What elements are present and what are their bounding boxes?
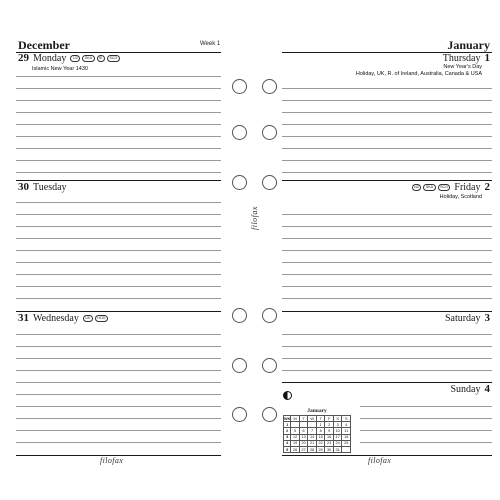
calendar-day: 14 (308, 434, 317, 440)
writing-line (360, 430, 492, 431)
writing-line (360, 442, 492, 443)
calendar-day: 21 (308, 440, 317, 446)
holiday-badge: SCO (107, 55, 120, 62)
filofax-logo: filofax (368, 456, 392, 465)
day-name: Wednesday (33, 312, 79, 324)
day-number: 31 (18, 312, 29, 324)
writing-line (16, 250, 221, 251)
mini-calendar-header: F (325, 416, 334, 422)
mini-calendar-header: S (342, 416, 351, 422)
calendar-day: 13 (299, 434, 308, 440)
writing-line (16, 382, 221, 383)
calendar-day: 22 (316, 440, 325, 446)
writing-line (16, 76, 221, 77)
spine-filofax-logo: filofax (250, 206, 259, 230)
calendar-day: 5 (291, 428, 300, 434)
writing-line (282, 88, 492, 89)
day-29-badges (70, 55, 119, 62)
ring-hole-icon (232, 358, 247, 373)
writing-line (16, 88, 221, 89)
calendar-day: 2 (325, 422, 334, 428)
writing-line (282, 346, 492, 347)
calendar-day: 25 (342, 440, 351, 446)
day-2-badges (412, 184, 451, 191)
writing-line (282, 148, 492, 149)
calendar-day: 29 (316, 446, 325, 452)
day-note: New Year's Day (443, 64, 482, 70)
writing-line (16, 172, 221, 173)
week-number: 1 (284, 422, 291, 428)
day-name: Tuesday (33, 181, 67, 193)
ring-hole-icon (232, 175, 247, 190)
first-quarter-moon-icon (283, 391, 292, 400)
writing-line (282, 124, 492, 125)
writing-line (16, 346, 221, 347)
writing-line (282, 238, 492, 239)
ring-hole-icon (232, 125, 247, 140)
filofax-logo: filofax (100, 456, 124, 465)
day-number: 30 (18, 181, 29, 193)
day-note: Holiday, UK, R. of Ireland, Australia, Canada & USA (355, 71, 482, 77)
writing-line (16, 334, 221, 335)
calendar-day: 16 (325, 434, 334, 440)
writing-line (282, 298, 492, 299)
week-number: 5 (284, 446, 291, 452)
writing-line (16, 112, 221, 113)
calendar-day: 26 (291, 446, 300, 452)
month-title-left: December (18, 38, 70, 52)
writing-line (16, 226, 221, 227)
ring-hole-icon (232, 308, 247, 323)
writing-line (16, 286, 221, 287)
writing-line (16, 274, 221, 275)
calendar-day: 10 (333, 428, 342, 434)
writing-line (282, 160, 492, 161)
writing-line (16, 148, 221, 149)
calendar-day: 30 (325, 446, 334, 452)
holiday-badge: SKA (423, 184, 435, 191)
week-number: 4 (284, 440, 291, 446)
calendar-day: 31 (333, 446, 342, 452)
mini-calendar-header: WK (284, 416, 291, 421)
day-name: Friday (454, 181, 481, 193)
calendar-day: 19 (291, 440, 300, 446)
calendar-day: 23 (325, 440, 334, 446)
writing-line (282, 358, 492, 359)
holiday-badge: IE (97, 55, 105, 62)
writing-line (16, 406, 221, 407)
calendar-day: 18 (342, 434, 351, 440)
writing-line (16, 202, 221, 203)
mini-calendar (283, 408, 351, 453)
writing-line (282, 250, 492, 251)
week-label: Week 1 (200, 41, 221, 47)
writing-line (282, 112, 492, 113)
week-number: 2 (284, 428, 291, 434)
calendar-day: 8 (316, 428, 325, 434)
writing-line (16, 358, 221, 359)
day-name: Monday (33, 52, 67, 64)
writing-line (282, 286, 492, 287)
writing-line (16, 442, 221, 443)
day-4-header (451, 383, 491, 395)
calendar-day: 11 (342, 428, 351, 434)
writing-line (16, 100, 221, 101)
holiday-badge: UK (83, 315, 93, 322)
writing-line (282, 214, 492, 215)
calendar-day: 6 (299, 428, 308, 434)
day-number: 3 (484, 312, 490, 324)
holiday-badge: 1/2 (70, 55, 80, 62)
calendar-day (342, 446, 351, 452)
writing-line (16, 430, 221, 431)
writing-line (282, 100, 492, 101)
calendar-day: 20 (299, 440, 308, 446)
day-number: 4 (484, 383, 490, 395)
day-number: 2 (484, 181, 490, 193)
month-title-right: January (447, 38, 490, 52)
day-note: Holiday, Scotland (439, 194, 482, 200)
writing-line (282, 136, 492, 137)
day-30-header (18, 181, 67, 193)
day-31-header (18, 312, 108, 324)
writing-line (282, 334, 492, 335)
day-3-header (445, 312, 490, 324)
writing-line (282, 262, 492, 263)
calendar-day: 17 (333, 434, 342, 440)
calendar-day: 1 (316, 422, 325, 428)
mini-calendar-header: S (333, 416, 342, 422)
calendar-day: 3 (333, 422, 342, 428)
ring-hole-icon (232, 79, 247, 94)
mini-calendar-header: M (291, 416, 300, 422)
writing-line (16, 262, 221, 263)
day-1-header (443, 52, 490, 64)
writing-line (16, 124, 221, 125)
ring-hole-icon (232, 407, 247, 422)
day-note: Islamic New Year 1430 (32, 66, 88, 72)
mini-calendar-header: T (299, 416, 308, 422)
writing-line (282, 226, 492, 227)
writing-line (16, 136, 221, 137)
holiday-badge: HOG (95, 315, 108, 322)
writing-line (360, 406, 492, 407)
holiday-badge: NZ (412, 184, 422, 191)
calendar-day: 7 (308, 428, 317, 434)
calendar-day: 27 (299, 446, 308, 452)
writing-line (16, 298, 221, 299)
holiday-badge: SCO (438, 184, 451, 191)
writing-line (16, 370, 221, 371)
day-number: 1 (484, 52, 490, 64)
writing-line (16, 238, 221, 239)
writing-line (282, 172, 492, 173)
writing-line (360, 418, 492, 419)
writing-line (282, 274, 492, 275)
calendar-day: 28 (308, 446, 317, 452)
mini-calendar-header: T (316, 416, 325, 422)
mini-calendar-title: January (307, 408, 327, 414)
writing-line (282, 370, 492, 371)
writing-line (16, 214, 221, 215)
holiday-badge: SKA (82, 55, 94, 62)
calendar-day: 12 (291, 434, 300, 440)
writing-line (16, 418, 221, 419)
mini-calendar-table (283, 415, 351, 453)
day-29-header (18, 52, 120, 64)
mini-calendar-week-row (284, 446, 351, 452)
day-31-badges (83, 315, 108, 322)
day-name: Sunday (450, 383, 481, 395)
writing-line (16, 394, 221, 395)
calendar-day: 15 (316, 434, 325, 440)
day-name: Thursday (442, 52, 481, 64)
left-page (0, 0, 230, 500)
day-2-header (412, 181, 490, 193)
calendar-day: 9 (325, 428, 334, 434)
writing-line (16, 160, 221, 161)
day-number: 29 (18, 52, 29, 64)
calendar-day: 4 (342, 422, 351, 428)
week-number: 3 (284, 434, 291, 440)
day-name: Saturday (444, 312, 481, 324)
calendar-day: 24 (333, 440, 342, 446)
mini-calendar-header: W (308, 416, 317, 422)
